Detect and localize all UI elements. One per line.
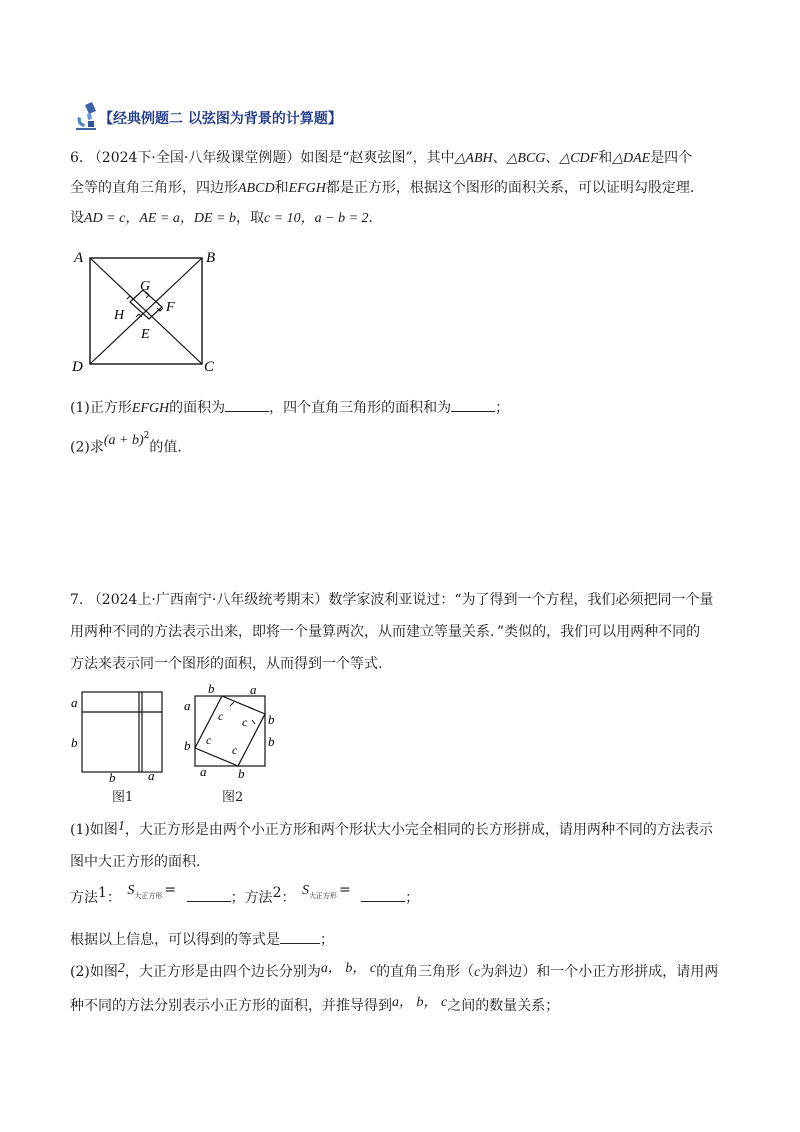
q7-sub2-vars-2: a， b， c <box>392 995 448 1010</box>
method-end: ； <box>405 890 420 906</box>
fig1-caption: 图1 <box>112 790 134 805</box>
q6-sep2: 、 <box>545 150 560 166</box>
fig2-label-a-left: a <box>184 698 191 713</box>
q7-sub2-c: c <box>474 965 481 980</box>
method1-answer-blank[interactable] <box>187 889 231 902</box>
fig2-label-b-right2: b <box>268 734 275 749</box>
fig2-label-b-left: b <box>184 738 191 753</box>
q6-line3-end: . <box>368 210 373 226</box>
q6-sub2-text: (2)求 <box>70 439 104 456</box>
method2-colon: ： <box>281 890 296 906</box>
q6-sub2-end: 的值. <box>149 439 182 456</box>
equation-answer-blank[interactable] <box>280 931 320 944</box>
q7-sub1-line2: 图中大正方形的面积. <box>70 854 201 870</box>
q6-line1-end: 是四个 <box>650 150 693 166</box>
q6-line3-text: 设 <box>70 210 84 226</box>
q6-and: 和 <box>598 150 613 166</box>
fig2-tilted-square <box>195 696 265 766</box>
q7-sub2-vars: a， b， c <box>320 961 377 976</box>
label-a: A <box>74 250 84 266</box>
q6-line2-end: 都是正方形，根据这个图形的面积关系，可以证明勾股定理. <box>325 180 695 196</box>
section-heading: 【经典例题二 以弦图为背景的计算题】 <box>99 111 342 127</box>
q6-sub1-sq: EFGH <box>131 401 170 416</box>
q6-tri2: △BCG <box>506 151 546 166</box>
q7-methods-line <box>70 882 420 914</box>
s-label-2: S <box>301 883 309 898</box>
fig2-label-a-bottom: a <box>200 764 207 779</box>
q6-tri4: △DAE <box>612 151 651 166</box>
q6-sub1-text: (1)正方形 <box>70 400 132 416</box>
label-f: F <box>166 300 175 315</box>
method1-num: 1 <box>98 885 107 901</box>
q6-cond2: c = 10，a − b = 2 <box>263 211 369 226</box>
right-angle-e <box>136 314 142 317</box>
label-c: C <box>204 359 215 375</box>
q7-sub2-line2-text: 种不同的方法分别表示小正方形的面积，并推导得到 <box>70 998 392 1014</box>
q6-sub1-sum: ，四个直角三角形的面积和为 <box>269 400 452 416</box>
zhao-shuang-figure <box>70 246 230 376</box>
q6-sub1 <box>70 398 509 419</box>
fig2-label-c-3: c <box>206 733 212 747</box>
square-efgh <box>130 290 162 319</box>
fig2-label-b-top: b <box>208 682 215 696</box>
q6-cond1: AD = c，AE = a，DE = b <box>84 211 236 226</box>
method2-num: 2 <box>272 885 282 901</box>
info-text: 根据以上信息，可以得到的等式是 <box>70 932 280 948</box>
fig2-right-angle-1 <box>230 702 234 706</box>
fig2-label-c-4: c <box>232 743 238 757</box>
fig2-caption: 图2 <box>222 790 244 805</box>
eq-2: = <box>338 882 351 898</box>
q7-sub2-line2-end: 之间的数量关系； <box>447 998 560 1014</box>
q6-line3-mid: ，取 <box>235 210 264 226</box>
fig2-label-b-bottom: b <box>238 766 245 781</box>
right-angle-h <box>127 296 133 299</box>
q7-sub1-line1 <box>70 820 713 841</box>
q7-line3: 方法来表示同一个图形的面积，从而得到一个等式. <box>70 656 383 672</box>
q6-line1-text: 6. （2024下·全国·八年级课堂例题）如图是“赵爽弦图”，其中 <box>70 150 455 166</box>
s-sub-1: 大正方形 <box>134 891 163 900</box>
method2-answer-blank[interactable] <box>361 889 405 902</box>
q6-sep1: 、 <box>492 150 507 166</box>
eq-1: = <box>164 882 177 898</box>
q6-line2 <box>70 178 694 199</box>
fig2-label-c-1: c <box>218 709 224 723</box>
q7-sub1-body: ，大正方形是由两个小正方形和两个形状大小完全相同的长方形拼成，请用两种不同的方法表示 <box>124 822 713 838</box>
q7-sub2-line2 <box>70 996 559 1017</box>
q6-line3 <box>70 208 373 229</box>
q6-sq2: EFGH <box>288 181 326 196</box>
q6-sub2-expr: (a + b) <box>103 432 144 448</box>
s-label-1: S <box>127 883 135 898</box>
figure-2 <box>178 682 278 782</box>
label-e: E <box>141 327 150 342</box>
q7-info-line <box>70 930 334 950</box>
q6-tri1: △ABH <box>454 151 493 166</box>
info-end: ； <box>320 932 334 948</box>
figure-1 <box>68 686 168 782</box>
q6-and2: 和 <box>274 180 289 196</box>
fig2-big-square <box>195 696 265 766</box>
q7-line2: 用两种不同的方法表示出来，即将一个量算两次，从而建立等量关系．”类似的，我们可以用两种不同的 <box>70 624 701 640</box>
label-b: B <box>206 250 216 266</box>
fig2-label-a-top: a <box>250 682 257 697</box>
label-h: H <box>114 308 125 323</box>
method-sep: ； <box>230 890 245 906</box>
q6-sub1-end: ； <box>495 400 510 416</box>
q7-sub2-line1 <box>70 962 718 983</box>
fig1-big-square <box>82 692 162 772</box>
microscope-icon <box>72 101 100 131</box>
q7-sub1-num: 1 <box>117 819 125 834</box>
q6-sub1-area: 的面积为 <box>169 400 226 416</box>
fig2-label-c-2: c <box>242 715 248 729</box>
method1-label: 方法 <box>70 890 98 906</box>
q6-sub2 <box>70 431 182 459</box>
fig2-label-b-right: b <box>268 712 275 727</box>
q7-sub2-num: 2 <box>117 961 125 976</box>
q6-line1 <box>70 148 692 169</box>
q7-sub2-body: ，大正方形是由四个边长分别为 <box>124 964 321 980</box>
q7-sub2-text: (2)如图 <box>70 964 118 980</box>
fig1-label-a-bottom: a <box>148 768 155 782</box>
method1-colon: ： <box>106 890 121 906</box>
q7-sub2-body2: 的直角三角形（ <box>376 964 475 980</box>
q7-sub2-body3: 为斜边）和一个小正方形拼成，请用两 <box>480 964 719 980</box>
label-g: G <box>140 279 151 294</box>
q6-sq1: ABCD <box>238 181 275 196</box>
s-sub-2: 大正方形 <box>308 891 337 900</box>
q6-sub2-exp: 2 <box>143 431 150 441</box>
fig1-label-b-bottom: b <box>109 770 116 782</box>
answer-blank-1[interactable] <box>225 399 269 412</box>
fig1-label-a-left: a <box>71 695 78 710</box>
q6-tri3: △CDF <box>559 151 599 166</box>
q7-line1: 7. （2024上·广西南宁·八年级统考期末）数学家波利亚说过：“为了得到一个方程，我们必须把同一个量 <box>70 592 714 608</box>
method2-label: 方法 <box>244 890 273 906</box>
q6-line2-text: 全等的直角三角形，四边形 <box>70 180 238 196</box>
answer-blank-2[interactable] <box>451 399 495 412</box>
fig1-label-b-left: b <box>71 735 78 750</box>
label-d: D <box>72 359 83 375</box>
q7-sub1-text: (1)如图 <box>70 822 118 838</box>
